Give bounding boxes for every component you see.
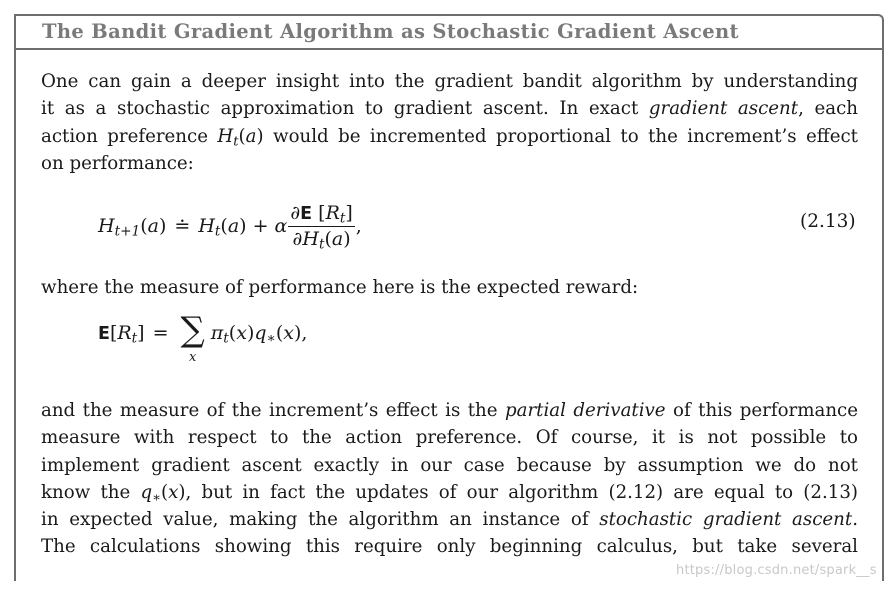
box-title: The Bandit Gradient Algorithm as Stochastic Gradient Ascent [42, 20, 739, 43]
paragraph-expected-reward [41, 274, 858, 301]
paragraph-partial-line-3: implement gradient ascent exactly in our case because by assumption we do not [41, 454, 858, 476]
watermark: https://blog.csdn.net/spark__s [676, 563, 877, 578]
paragraph-partial-line-4: know the $q_∗(x)$, but in fact the updates of our algorithm (2.12) are equal to (2.13) [41, 481, 858, 506]
equation-expected-reward: $E[R_t]$ = ∑ x $\pi_t(x)q_∗(x)$, [98, 310, 308, 365]
summation-sign: ∑ x [180, 310, 205, 365]
partial-derivative-fraction: $\frac{\partial E [R_t]}{\partial H_t(a)}$ [290, 202, 353, 253]
paragraph-intro-line-2: it as a stochastic approximation to gradient ascent. In exact gradient ascent, each [41, 98, 858, 120]
paragraph-intro-line-4: on performance: [41, 152, 194, 174]
paragraph-intro-line-3: action preference $H_t(a)$ would be incremented proportional to the increment’s effect [41, 125, 858, 149]
inline-math-preference: $H_t(a)$ [217, 125, 264, 149]
paragraph-partial-line-6: The calculations showing this require only beginning calculus, but take several [41, 536, 858, 558]
inline-math-q-star: $q_∗(x)$ [140, 481, 186, 506]
paragraph-partial-line-5: in expected value, making the algorithm an instance of stochastic gradient ascent. [41, 509, 858, 531]
paragraph-partial-line-1: and the measure of the increment’s effect is the partial derivative of this performance [41, 400, 858, 421]
gradient-ascent-term: gradient ascent [648, 98, 799, 120]
paragraph-expected-reward-line: where the measure of performance here is the expected reward: [41, 277, 639, 298]
equation-gradient-ascent-update: $H_{t+1}(a)$ ≐ $H_t(a)$ + α $\frac{\partial E [R_t]}{\partial H_t(a)}$ , [98, 202, 362, 253]
equation-number: (2.13) [800, 211, 856, 232]
box-header [16, 16, 882, 50]
stochastic-gradient-ascent-term: stochastic gradient ascent [599, 509, 853, 531]
paragraph-partial-derivative [41, 397, 858, 561]
paragraph-intro-line-1: One can gain a deeper insight into the gradient bandit algorithm by understanding [41, 71, 858, 92]
paragraph-partial-line-2: measure with respect to the action preference. Of course, it is not possible to [41, 427, 858, 449]
partial-derivative-term: partial derivative [504, 400, 666, 421]
paragraph-intro [41, 68, 858, 177]
